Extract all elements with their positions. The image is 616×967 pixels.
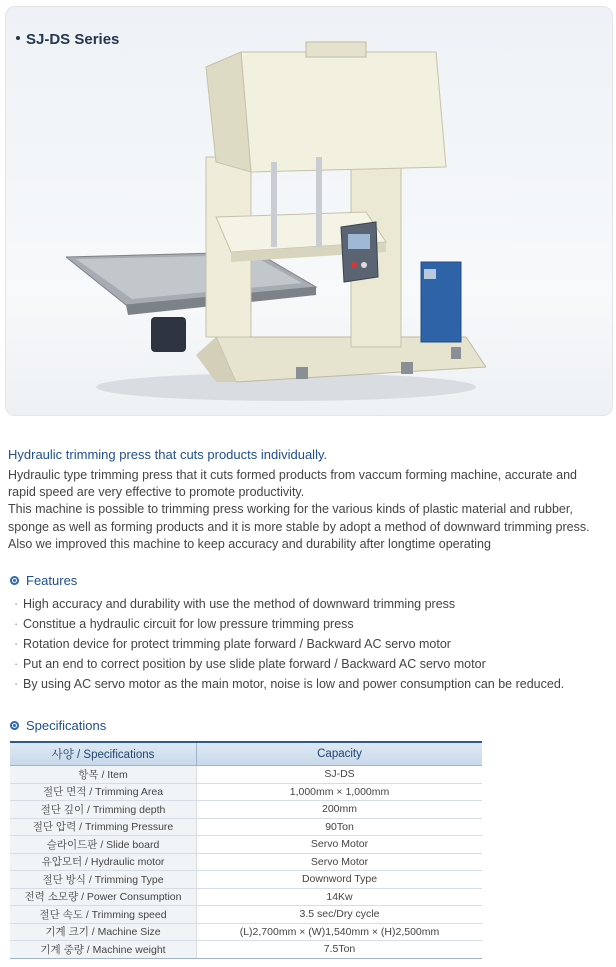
specifications-table: [10, 741, 482, 959]
spec-value: 90Ton: [197, 818, 483, 836]
spec-value: Downword Type: [197, 871, 483, 889]
intro-paragraph: Hydraulic type trimming press that it cuts formed products from vaccum forming machine, accurate and rapid speed are very effective to promote productivity.: [8, 468, 577, 500]
spec-label: 절단 속도 / Trimming speed: [10, 906, 197, 924]
spec-label: 유압모터 / Hydraulic motor: [10, 853, 197, 871]
table-row: [10, 836, 482, 854]
column-header-capacity: Capacity: [197, 742, 483, 766]
intro-text: [8, 467, 598, 553]
spec-value: Servo Motor: [197, 836, 483, 854]
table-row: [10, 783, 482, 801]
table-row: [10, 923, 482, 941]
table-row: [10, 801, 482, 819]
table-row: [10, 888, 482, 906]
bullet-dot-icon: [16, 36, 20, 40]
table-row: [10, 941, 482, 959]
spec-value: 1,000mm × 1,000mm: [197, 783, 483, 801]
product-photo-card: [5, 6, 613, 416]
spec-label: 절단 깊이 / Trimming depth: [10, 801, 197, 819]
spec-value: (L)2,700mm × (W)1,540mm × (H)2,500mm: [197, 923, 483, 941]
spec-value: 200mm: [197, 801, 483, 819]
spec-value: 14Kw: [197, 888, 483, 906]
spec-label: 절단 방식 / Trimming Type: [10, 871, 197, 889]
feature-item: · Put an end to correct position by use slide plate forward / Backward AC servo motor: [14, 654, 604, 674]
table-row: [10, 818, 482, 836]
intro-paragraph: This machine is possible to trimming press working for the various kinds of plastic material and rubber, sponge as well as forming products and it is more stable by adopt a method of downward trimming press.: [8, 502, 590, 534]
spec-label: 기계 중량 / Machine weight: [10, 941, 197, 959]
table-header-row: [10, 742, 482, 766]
trimming-press-machine-image: [66, 37, 486, 407]
features-heading-text: Features: [26, 573, 78, 588]
features-heading: [10, 573, 77, 588]
section-bullet-icon: [10, 721, 19, 730]
intro-paragraph: Also we improved this machine to keep accuracy and durability after longtime operating: [8, 536, 491, 551]
intro-heading: Hydraulic trimming press that cuts products individually.: [8, 447, 328, 462]
spec-value: SJ-DS: [197, 766, 483, 784]
spec-value: Servo Motor: [197, 853, 483, 871]
table-row: [10, 871, 482, 889]
feature-item: · Rotation device for protect trimming plate forward / Backward AC servo motor: [14, 634, 604, 654]
spec-label: 기계 크기 / Machine Size: [10, 923, 197, 941]
feature-item: · Constitue a hydraulic circuit for low pressure trimming press: [14, 614, 604, 634]
specifications-heading-text: Specifications: [26, 718, 107, 733]
feature-item: · High accuracy and durability with use the method of downward trimming press: [14, 594, 604, 614]
series-title-text: SJ-DS Series: [26, 31, 120, 48]
spec-label: 전력 소모량 / Power Consumption: [10, 888, 197, 906]
section-bullet-icon: [10, 576, 19, 585]
table-row: [10, 766, 482, 784]
table-row: [10, 853, 482, 871]
table-row: [10, 906, 482, 924]
spec-label: 절단 압력 / Trimming Pressure: [10, 818, 197, 836]
feature-item: · By using AC servo motor as the main motor, noise is low and power consumption can be reduced.: [14, 674, 604, 694]
spec-value: 3.5 sec/Dry cycle: [197, 906, 483, 924]
spec-label: 절단 면적 / Trimming Area: [10, 783, 197, 801]
spec-label: 항목 / Item: [10, 766, 197, 784]
specifications-heading: [10, 718, 106, 733]
features-list: [14, 594, 604, 694]
spec-value: 7.5Ton: [197, 941, 483, 959]
spec-label: 슬라이드판 / Slide board: [10, 836, 197, 854]
column-header-spec: 사양 / Specifications: [10, 742, 197, 766]
